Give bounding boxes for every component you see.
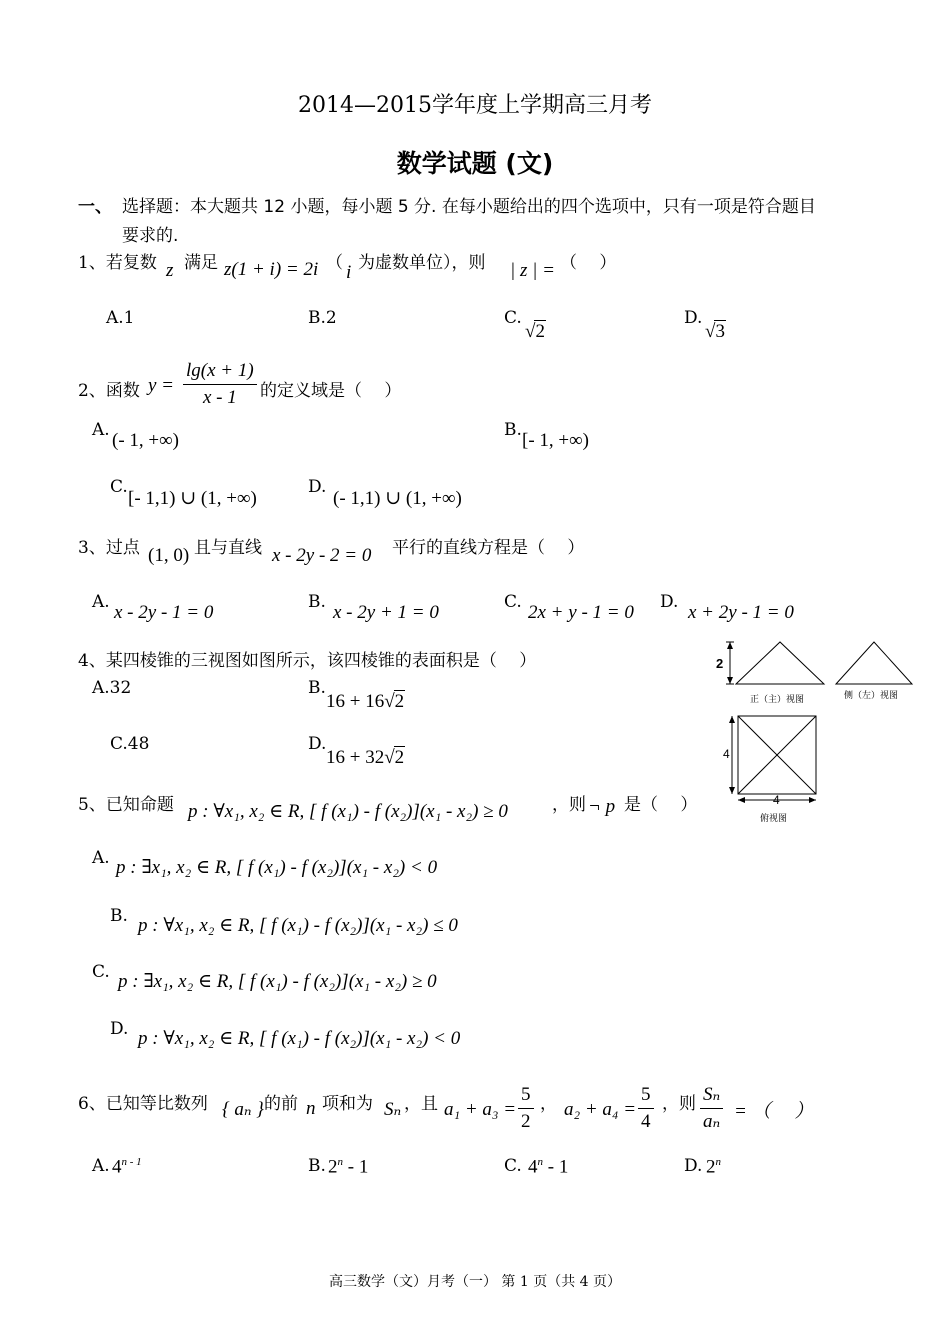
q6-option-a-value: 4$^{n - 1}$ <box>112 1156 142 1178</box>
q6-var-n: n <box>306 1098 316 1119</box>
q2-stem-post: 的定义域是（ ） <box>260 381 402 401</box>
q5-proposition: p : ∀x₁, x₂ ∈ R, [ f (x₁) - f (x₂)](x₁ - x₂) ≥ 0 <box>188 801 508 822</box>
q4-option-a: A.32 <box>92 678 132 698</box>
q6-stem-post: = （ ） <box>734 1101 814 1122</box>
q6-comma: ， <box>540 1094 557 1114</box>
front-view-label: 正（主）视图 <box>750 695 805 705</box>
q6-fraction-3: $\frac{\text{Sₙ}}{\text{aₙ}}$ <box>700 1082 723 1135</box>
q3-option-d-value: x + 2y - 1 = 0 <box>688 602 794 623</box>
q3-stem: 3、过点 <box>78 538 140 558</box>
q5-stem-mid: ，则 <box>552 795 586 815</box>
q3-option-a-value: x - 2y - 1 = 0 <box>114 602 214 623</box>
q2-option-b-value: [- 1, +∞) <box>522 430 589 451</box>
q1-equation: z(1 + i) = 2i <box>224 259 319 280</box>
q3-line: x - 2y - 2 = 0 <box>272 545 372 566</box>
q5-option-b: B. <box>110 906 128 926</box>
section-instruction: 选择题：本大题共 12 小题，每小题 5 分. 在每小题给出的四个选项中，只有一项是符合题目 <box>122 197 816 217</box>
q3-option-c-value: 2x + y - 1 = 0 <box>528 602 634 623</box>
q2-option-c: C. <box>110 477 128 497</box>
top-vertical-dim: 4 <box>723 747 730 761</box>
q4-option-c: C.48 <box>110 734 150 754</box>
top-view <box>723 716 816 824</box>
q6-fraction-2: $\frac{5}{4}$ <box>638 1082 654 1135</box>
q1-stem: 1、若复数 <box>78 253 157 273</box>
q2-option-c-value: [- 1,1) ∪ (1, +∞) <box>128 488 257 509</box>
q4-option-d-value: 16 + 32√2 <box>326 747 405 768</box>
q5-option-a-value: p : ∃x₁, x₂ ∈ R, [ f (x₁) - f (x₂)](x₁ - x₂) < 0 <box>116 857 438 878</box>
q6-option-c-value: 4$^n$ - 1 <box>528 1156 569 1178</box>
q5-option-d-value: p : ∀x₁, x₂ ∈ R, [ f (x₁) - f (x₂)](x₁ - x₂) < 0 <box>138 1028 461 1049</box>
q1-option-d-value: √3 <box>705 321 725 342</box>
q6-sequence: { aₙ } <box>222 1099 264 1120</box>
front-view <box>716 642 824 705</box>
q5-option-c: C. <box>92 962 110 982</box>
q4-option-b-value: 16 + 16√2 <box>326 691 405 712</box>
q1-option-c-value: √2 <box>525 321 545 342</box>
q1-option-c: C. <box>504 308 522 328</box>
q4-option-d: D. <box>308 734 327 754</box>
q6-option-b-value: 2$^n$ - 1 <box>328 1156 369 1178</box>
q2-option-d: D. <box>308 477 327 497</box>
q5-negation: ¬ p <box>588 796 616 817</box>
exam-title-line1: 2014—2015学年度上学期高三月考 <box>298 93 652 118</box>
q3-option-c: C. <box>504 592 522 612</box>
q2-option-a: A. <box>92 420 110 440</box>
q3-point: (1, 0) <box>148 545 190 566</box>
q2-stem: 2、函数 <box>78 381 140 401</box>
q2-fraction: $\frac{\lg(x + 1)}{x - 1}$ <box>183 358 257 411</box>
q1-answer-blank: （ ） <box>560 253 617 273</box>
front-height-label: 2 <box>716 656 724 671</box>
page-footer: 高三数学（文）月考（一） 第 1 页（共 4 页） <box>328 1274 622 1290</box>
q2-option-b: B. <box>504 420 522 440</box>
q6-fraction-1: $\frac{5}{2}$ <box>518 1082 534 1135</box>
q3-option-b-value: x - 2y + 1 = 0 <box>333 602 439 623</box>
q6-option-b: B. <box>308 1156 326 1176</box>
q1-abs-z: | z | = <box>510 260 555 281</box>
q3-stem-mid: 且与直线 <box>194 538 262 558</box>
q3-option-d: D. <box>660 592 679 612</box>
q5-option-c-value: p : ∃x₁, x₂ ∈ R, [ f (x₁) - f (x₂)](x₁ - x₂) ≥ 0 <box>118 971 437 992</box>
q5-stem-post: 是（ ） <box>624 795 698 815</box>
q6-stem-mid4: ，则 <box>662 1094 696 1114</box>
q5-option-d: D. <box>110 1019 129 1039</box>
top-horizontal-dim: 4 <box>773 793 780 807</box>
q2-option-d-value: (- 1,1) ∪ (1, +∞) <box>333 488 462 509</box>
q6-stem-mid3: ，且 <box>404 1094 438 1114</box>
q6-option-c: C. <box>504 1156 522 1176</box>
q1-option-a: A.1 <box>106 308 135 328</box>
q6-stem: 6、已知等比数列 <box>78 1094 208 1114</box>
q1-note: 为虚数单位），则 <box>358 253 486 273</box>
q1-var-z: z <box>166 260 174 281</box>
q1-stem-mid: 满足 <box>184 253 218 273</box>
q1-option-b: B.2 <box>308 308 337 328</box>
q6-eq2: a₂ + a₄ = <box>564 1099 637 1120</box>
top-view-label: 俯视图 <box>760 814 788 824</box>
q5-option-b-value: p : ∀x₁, x₂ ∈ R, [ f (x₁) - f (x₂)](x₁ - x₂) ≤ 0 <box>138 915 458 936</box>
q3-option-a: A. <box>92 592 110 612</box>
q2-option-a-value: (- 1, +∞) <box>112 430 179 451</box>
q5-stem: 5、已知命题 <box>78 795 174 815</box>
side-view-label: 侧（左）视图 <box>844 691 899 701</box>
q1-option-d: D. <box>684 308 703 328</box>
q2-func-y: y = <box>148 375 175 396</box>
side-view <box>836 642 912 701</box>
q6-option-d: D. <box>684 1156 703 1176</box>
q4-stem: 4、某四棱锥的三视图如图所示，该四棱锥的表面积是（ ） <box>78 651 537 671</box>
section-number: 一、 <box>78 197 112 217</box>
q3-option-b: B. <box>308 592 326 612</box>
q6-stem-mid2: 项和为 <box>322 1094 373 1114</box>
q6-stem-mid1: 的前 <box>264 1094 298 1114</box>
exam-title-line2: 数学试题 (文) <box>396 149 554 178</box>
q6-eq1: a₁ + a₃ = <box>444 1099 517 1120</box>
q1-var-i: i <box>346 262 352 283</box>
q3-stem-post: 平行的直线方程是（ ） <box>392 538 585 558</box>
q1-paren: （ <box>326 253 343 273</box>
three-view-figure <box>714 636 920 828</box>
q6-sum: Sₙ <box>384 1099 402 1120</box>
q4-option-b: B. <box>308 678 326 698</box>
q5-option-a: A. <box>92 848 110 868</box>
q6-option-d-value: 2$^n$ <box>706 1156 721 1178</box>
section-instruction-cont: 要求的. <box>122 226 179 246</box>
q6-option-a: A. <box>92 1156 110 1176</box>
